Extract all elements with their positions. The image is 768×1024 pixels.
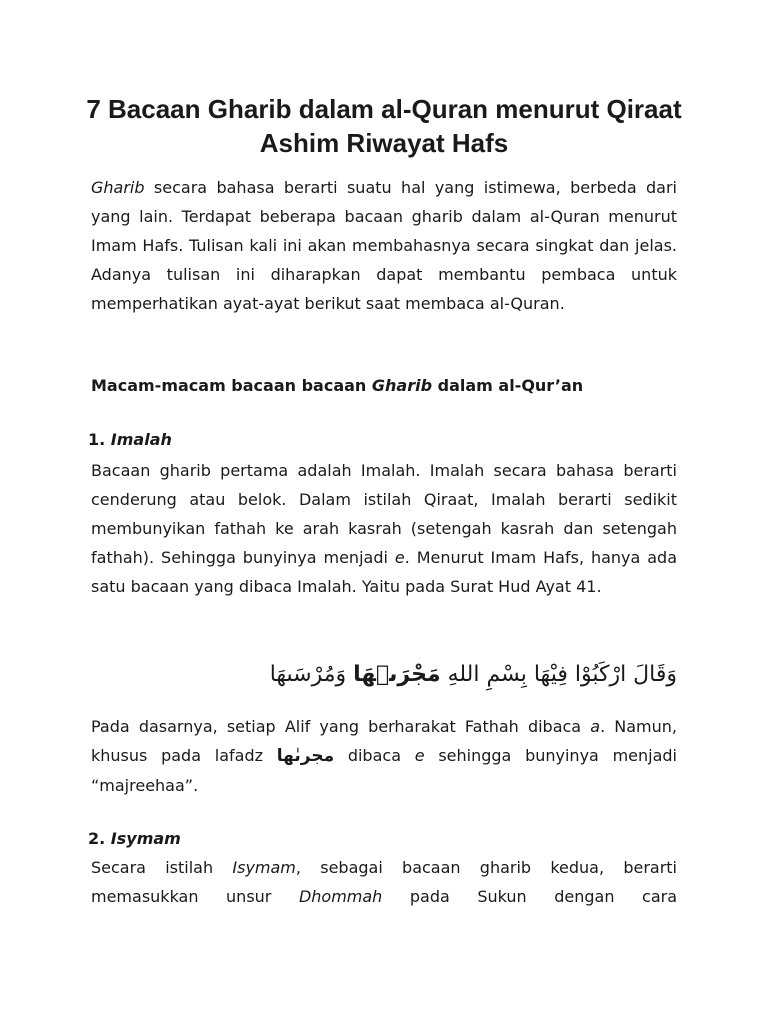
section-subheading [91, 375, 677, 397]
page-title: 7 Bacaan Gharib dalam al-Quran menurut Qiraat Ashim Riwayat Hafs [86, 94, 682, 158]
subheading-before: Macam-macam bacaan bacaan [91, 376, 372, 395]
section-2-number: 2. [88, 829, 106, 848]
section-2-paragraph [91, 853, 677, 911]
section-2-text-b: , sebagai bacaan gharib kedua, berarti memasukkan unsur [91, 858, 677, 906]
explanation-text-c: dibaca [334, 746, 415, 765]
verse-highlight: مَجْرَىٖهَا [353, 662, 441, 687]
explanation-text-a: Pada dasarnya, setiap Alif yang berharakat Fathah dibaca [91, 717, 591, 736]
intro-text: secara bahasa berarti suatu hal yang istimewa, berbeda dari yang lain. Terdapat beberapa bacaan gharib dalam al-Quran menurut Imam Hafs. Tulisan kali ini akan membahasnya secara singkat dan jelas. Adanya tulisan ini diharapkan dapat membantu pembaca untuk memperhatikan ayat-ayat berikut saat membaca al-Quran. [91, 178, 677, 313]
section-1-term-e: e [394, 548, 405, 567]
quran-verse [91, 658, 677, 692]
section-2-text-c: pada Sukun dengan cara [382, 887, 678, 906]
section-2-term-isymam: Isymam [232, 858, 296, 877]
section-1-paragraph [91, 456, 677, 601]
section-2-title: Isymam [110, 829, 181, 848]
section-1-number: 1. [88, 430, 106, 449]
explanation-text-d: sehingga bunyinya menjadi “majreehaa”. [91, 746, 678, 795]
subheading-term: Gharib [371, 376, 433, 395]
section-2-text-a: Secara istilah [91, 858, 233, 877]
explanation-term-e: e [414, 746, 425, 765]
subheading-after: dalam al-Qur’an [432, 376, 584, 395]
section-1-heading [88, 429, 172, 451]
intro-term: Gharib [91, 178, 145, 197]
explanation-arabic-word: مجرىٰها [276, 746, 335, 766]
section-2-term-dhommah: Dhommah [298, 887, 383, 906]
section-2-heading [88, 828, 181, 850]
section-1-text-end: . Menurut Imam Hafs, hanya ada satu bacaan yang dibaca Imalah. Yaitu pada Surat Hud Ayat 41. [91, 548, 678, 596]
explanation-text-b: . Namun, khusus pada lafadz [91, 717, 677, 765]
explanation-term-a: a [590, 717, 601, 736]
intro-paragraph [91, 173, 677, 318]
verse-part-start: وَقَالَ ارْكَبُوْا فِيْهَا بِسْمِ اللهِ [440, 662, 677, 687]
section-1-explanation [91, 712, 677, 800]
section-1-text: Bacaan gharib pertama adalah Imalah. Imalah secara bahasa berarti cenderung atau belok. Dalam istilah Qiraat, Imalah berarti sedikit membunyikan fathah ke arah kasrah (setengah kasrah dan setengah fathah). Sehingga bunyinya menjadi [91, 461, 677, 567]
section-1-title: Imalah [110, 430, 172, 449]
verse-part-end: وَمُرْسَىهَا [269, 662, 354, 687]
